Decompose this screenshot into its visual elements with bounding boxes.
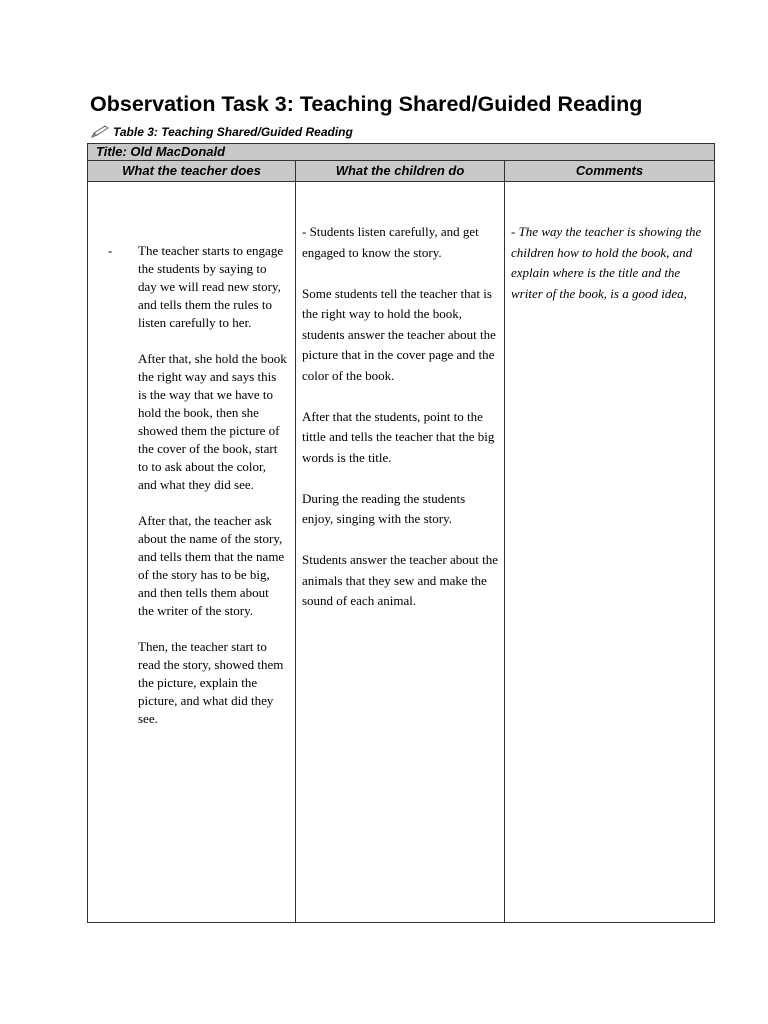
table-title-row	[88, 144, 715, 161]
children-cell	[296, 182, 505, 923]
header-comments: Comments	[505, 161, 715, 182]
children-paragraph: Some students tell the teacher that is the right way to hold the book, students answer the teacher about the picture that in the cover page and the color of the book.	[302, 285, 496, 383]
teacher-paragraph: Then, the teacher start to read the story, showed them the picture, explain the picture, and what did they see.	[138, 639, 284, 726]
story-title: Title: Old MacDonald	[88, 144, 715, 161]
teacher-cell	[88, 182, 296, 923]
table-header-row	[88, 161, 715, 182]
children-paragraph: - Students listen carefully, and get engaged to know the story.	[302, 224, 479, 260]
bullet-dash: -	[108, 243, 113, 258]
observation-table	[87, 143, 715, 923]
document-heading: Observation Task 3: Teaching Shared/Guided Reading	[90, 92, 643, 116]
teacher-paragraph: The teacher starts to engage the students by saying to day we will read new story, and tells them the rules to listen carefully to her.	[138, 243, 284, 330]
comments-cell	[505, 182, 715, 923]
header-children: What the children do	[296, 161, 505, 182]
table-caption	[90, 121, 353, 143]
teacher-paragraph: After that, the teacher ask about the name of the story, and tells them that the name of the story has to be big, and then tells them about the writer of the story.	[138, 513, 285, 618]
children-paragraph: After that the students, point to the tittle and tells the teacher that the big words is the title.	[302, 408, 495, 465]
pencil-icon	[90, 125, 110, 139]
children-paragraph: During the reading the students enjoy, singing with the story.	[302, 490, 466, 526]
teacher-paragraph: After that, she hold the book the right way and says this is the way that we have to hold the book, then she showed them the picture of the cover of the book, start to to ask about the color, and what they did see.	[138, 351, 287, 492]
table-body-row	[88, 182, 715, 923]
children-paragraph: Students answer the teacher about the animals that they sew and make the sound of each animal.	[302, 552, 499, 608]
header-teacher: What the teacher does	[88, 161, 296, 182]
table-caption-text: Table 3: Teaching Shared/Guided Reading	[113, 125, 353, 139]
comments-paragraph: - The way the teacher is showing the children how to hold the book, and explain where is the title and the writer of the book, is a good idea,	[511, 224, 702, 301]
